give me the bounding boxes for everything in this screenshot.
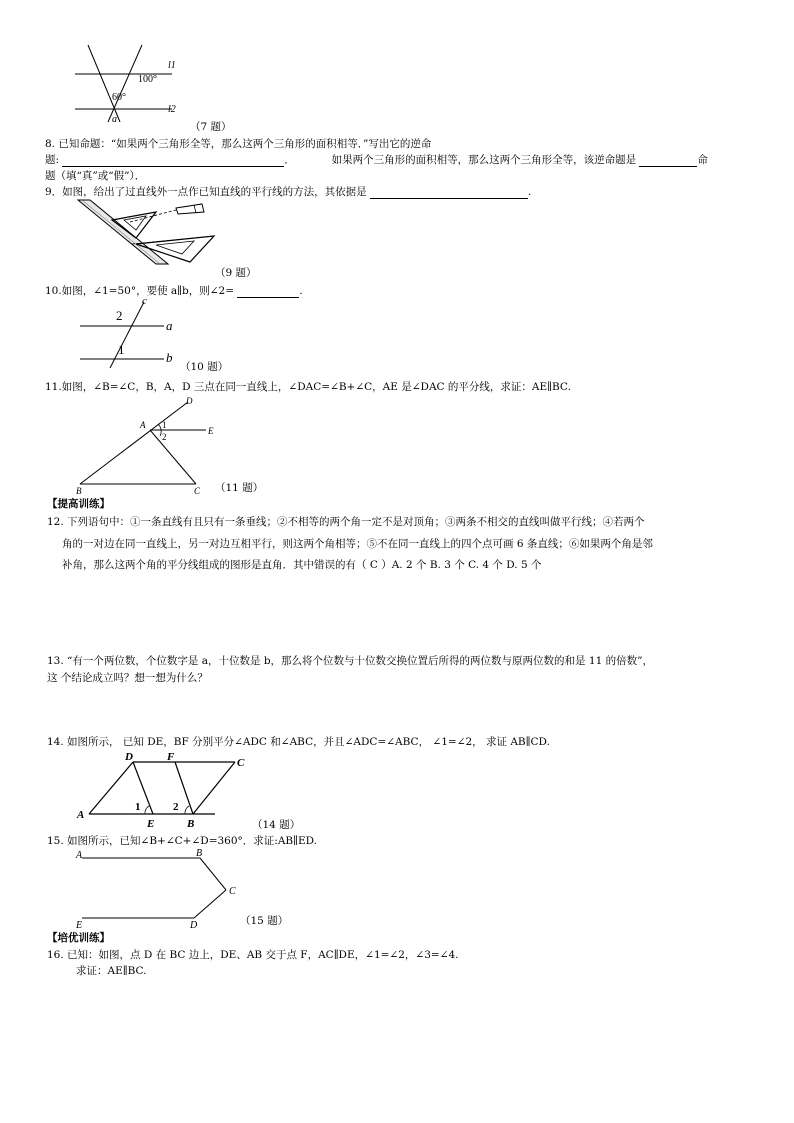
q8-line1 <box>45 137 431 151</box>
q15-text: 15. 如图所示，已知∠B+∠C+∠D=360°．求证:AB∥ED. <box>47 835 318 847</box>
q8-text2b: ． <box>284 154 295 166</box>
section-heading-excellence: 【培优训练】 <box>47 932 110 944</box>
q8-text1: 已知命题：“如果两个三角形全等，那么这两个三角形的面积相等．”写出它的逆命 <box>58 138 432 150</box>
q12-line2: 角的一对边在同一直线上，另一对边互相平行，则这两个角相等；⑤不在同一直线上的四个点可画 6 条直线；⑥如果两个角是邻 <box>62 538 653 550</box>
q12-line1: 12. 下列语句中：①一条直线有且只有一条垂线；②不相等的两个角一定不是对顶角；③两条不相交的直线叫做平行线；④若两个 <box>47 516 645 528</box>
q14-label-2: 2 <box>173 801 179 813</box>
q9-blank[interactable] <box>370 198 528 199</box>
caption-q10: （10 题） <box>180 361 229 373</box>
figure-q9 <box>72 198 222 268</box>
figure-q14 <box>75 748 265 832</box>
caption-q9: （9 题） <box>215 267 257 279</box>
figure-q10 <box>76 296 186 370</box>
q15-label-E: E <box>76 920 83 930</box>
q14-text: 14. 如图所示， 已知 DE，BF 分别平分∠ADC 和∠ABC，并且∠ADC=∠ABC， ∠1=∠2， 求证 AB∥CD. <box>47 736 550 748</box>
figure-q15 <box>72 846 247 930</box>
caption-q11: （11 题） <box>215 482 264 494</box>
q10-label-a: a <box>166 318 173 333</box>
q11-label-A: A <box>140 420 146 430</box>
q9-line <box>45 185 531 199</box>
q8-text2a: 题: <box>45 154 60 166</box>
q16-line1: 16. 已知：如图，点 D 在 BC 边上，DE、AB 交于点 F，AC∥DE，∠1=∠2，∠3=∠4. <box>47 949 459 961</box>
q15-label-D: D <box>190 920 198 930</box>
q8-blank2[interactable] <box>639 166 697 167</box>
q15-label-A: A <box>76 850 83 861</box>
label-a: a <box>112 114 117 125</box>
q9-text: 9．如图，给出了过直线外一点作已知直线的平行线的方法，其依据是 <box>45 186 367 198</box>
figure-q7 <box>70 40 190 125</box>
q11-label-1: 1 <box>162 420 167 430</box>
q11-label-B: B <box>76 486 82 496</box>
section-heading-advanced: 【提高训练】 <box>47 498 110 510</box>
q11-label-2: 2 <box>162 432 167 442</box>
q10-label-2: 2 <box>116 308 123 323</box>
q9-end: . <box>528 186 532 198</box>
q8-line3: 题（填“真”或“假”）． <box>45 170 146 182</box>
q10-label-1: 1 <box>118 342 125 357</box>
q10-label-c: c <box>142 296 147 307</box>
q15-label-C: C <box>229 886 236 897</box>
q14-label-C: C <box>237 757 245 769</box>
q8-blank1[interactable] <box>62 166 284 167</box>
q15-label-B: B <box>196 848 203 859</box>
label-l2: l2 <box>168 104 176 115</box>
q10-end: . <box>299 285 303 297</box>
q8-text2d: 命 <box>697 154 708 166</box>
caption-q14: （14 题） <box>252 819 301 831</box>
q14-label-E: E <box>147 818 155 830</box>
q10-label-b: b <box>166 350 173 365</box>
q8-line2 <box>45 153 708 167</box>
figure-q11 <box>70 392 230 496</box>
q10-blank[interactable] <box>237 297 299 298</box>
q8-text2c: 如果两个三角形的面积相等，那么这两个三角形全等，该逆命题是 <box>331 154 637 166</box>
q13-line2: 这 个结论成立吗？想一想为什么？ <box>47 672 208 684</box>
angle-100: 100° <box>138 74 157 85</box>
q14-label-D: D <box>125 751 133 763</box>
q8-number: 8. <box>45 138 56 150</box>
angle-60: 60° <box>112 92 126 103</box>
q13-line1: 13. “有一个两位数，个位数字是 a，十位数是 b，那么将个位数与十位数交换位置后所得的两位数与原两位数的和是 11 的倍数”， <box>47 655 653 667</box>
q16-line2: 求证：AE∥BC. <box>76 965 147 977</box>
label-l1: l1 <box>168 60 176 71</box>
q14-label-B: B <box>187 818 195 830</box>
q11-label-D: D <box>186 396 193 406</box>
q14-label-A: A <box>77 809 85 821</box>
q11-label-C: C <box>194 486 201 496</box>
q12-line3: 补角，那么这两个角的平分线组成的图形是直角．其中错误的有（ C ）A. 2 个 B. 3 个 C. 4 个 D. 5 个 <box>62 559 542 571</box>
q11-label-E: E <box>208 426 214 436</box>
q14-label-F: F <box>167 751 175 763</box>
q14-label-1: 1 <box>135 801 141 813</box>
caption-q7: （7 题） <box>190 121 232 133</box>
q10-text: 10.如图，∠1=50°，要使 a∥b，则∠2= <box>45 285 235 297</box>
q11-text: 11.如图，∠B=∠C，B，A，D 三点在同一直线上，∠DAC=∠B+∠C，AE 是∠DAC 的平分线，求证：AE∥BC. <box>45 381 571 393</box>
caption-q15: （15 题） <box>240 915 289 927</box>
